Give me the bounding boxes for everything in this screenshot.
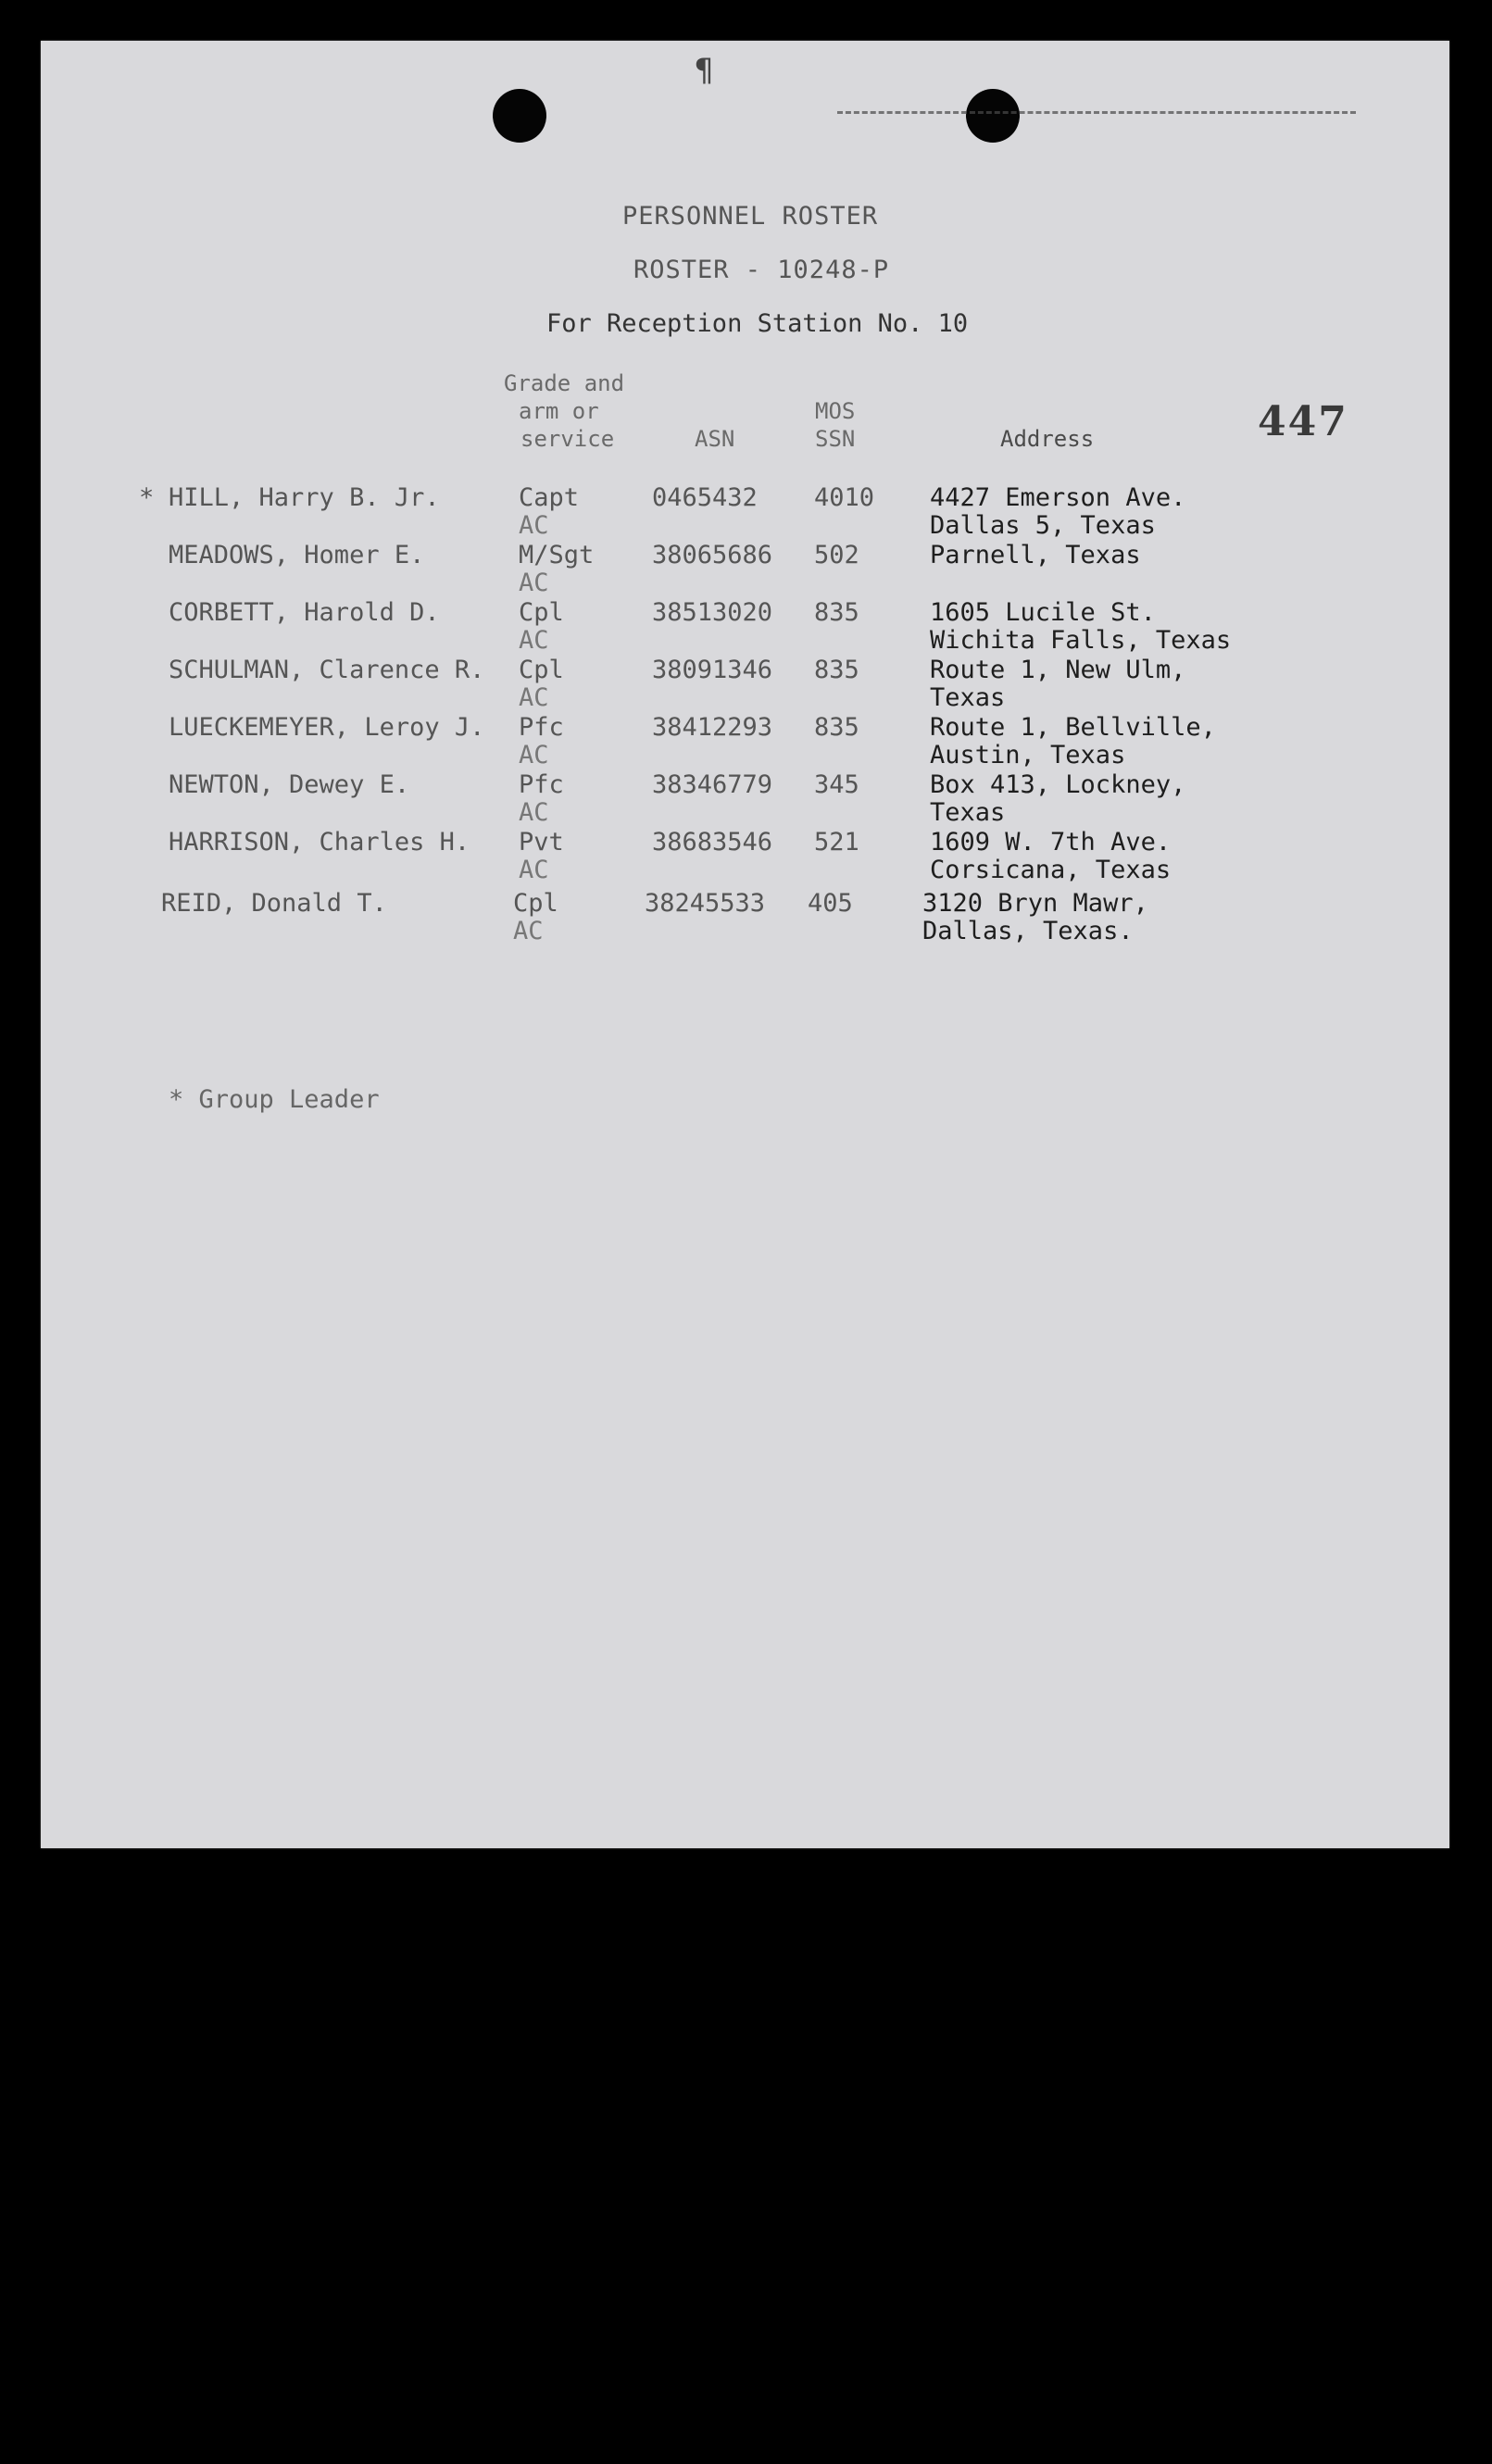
column-header-address: Address <box>1000 426 1095 452</box>
row-mos: 835 <box>814 598 859 627</box>
column-header-grade-2: arm or <box>519 398 599 424</box>
row-name: LUECKEMEYER, Leroy J. <box>169 713 485 742</box>
table-row <box>41 713 1449 769</box>
row-address-line2: Wichita Falls, Texas <box>930 626 1232 655</box>
row-grade: Pfc <box>519 770 564 799</box>
row-address-line2: Corsicana, Texas <box>930 856 1172 884</box>
row-name: NEWTON, Dewey E. <box>169 770 410 799</box>
group-leader-marker: * <box>139 483 155 512</box>
row-grade: Capt <box>519 483 580 512</box>
document-subtitle: For Reception Station No. 10 <box>546 309 969 338</box>
row-address-line1: Parnell, Texas <box>930 541 1141 569</box>
row-name: MEADOWS, Homer E. <box>169 541 425 569</box>
row-name: SCHULMAN, Clarence R. <box>169 656 485 684</box>
row-arm: AC <box>519 511 549 540</box>
table-row <box>41 828 1449 883</box>
column-header-mos-2: SSN <box>815 426 856 452</box>
table-row <box>41 541 1449 596</box>
row-address-line2: Dallas 5, Texas <box>930 511 1156 540</box>
table-row <box>41 770 1449 826</box>
table-row <box>41 889 1449 944</box>
table-row <box>41 483 1449 539</box>
row-address-line1: Route 1, New Ulm, <box>930 656 1186 684</box>
row-asn: 38346779 <box>652 770 773 799</box>
row-address-line2: Dallas, Texas. <box>922 917 1134 945</box>
roster-page <box>41 41 1449 1848</box>
row-asn: 38065686 <box>652 541 773 569</box>
row-arm: AC <box>519 626 549 655</box>
roster-number: ROSTER - 10248-P <box>633 256 890 284</box>
footnote-group-leader: * Group Leader <box>169 1085 380 1114</box>
row-address-line1: 1609 W. 7th Ave. <box>930 828 1172 857</box>
column-header-mos-1: MOS <box>815 398 856 424</box>
row-name: HILL, Harry B. Jr. <box>169 483 440 512</box>
row-arm: AC <box>519 741 549 769</box>
row-arm: AC <box>519 856 549 884</box>
row-mos: 4010 <box>814 483 875 512</box>
row-asn: 38513020 <box>652 598 773 627</box>
top-scratch-mark <box>837 111 1356 123</box>
column-header-grade-1: Grade and <box>504 370 625 396</box>
row-address-line1: 3120 Bryn Mawr, <box>922 889 1148 918</box>
row-grade: Cpl <box>513 889 558 918</box>
row-address-line1: 4427 Emerson Ave. <box>930 483 1186 512</box>
table-row <box>41 598 1449 654</box>
row-grade: Cpl <box>519 598 564 627</box>
row-mos: 502 <box>814 541 859 569</box>
punch-hole-left <box>493 89 546 143</box>
table-row <box>41 656 1449 711</box>
row-grade: Pfc <box>519 713 564 742</box>
row-address-line2: Austin, Texas <box>930 741 1126 769</box>
row-name: CORBETT, Harold D. <box>169 598 440 627</box>
document-title: PERSONNEL ROSTER <box>622 202 879 231</box>
row-asn: 0465432 <box>652 483 758 512</box>
row-grade: M/Sgt <box>519 541 595 569</box>
row-address-line1: 1605 Lucile St. <box>930 598 1156 627</box>
top-mark-glyph: ¶ <box>695 52 714 89</box>
row-asn: 38245533 <box>645 889 766 918</box>
column-header-grade-3: service <box>520 426 615 452</box>
row-address-line1: Route 1, Bellville, <box>930 713 1216 742</box>
row-asn: 38412293 <box>652 713 773 742</box>
row-mos: 835 <box>814 713 859 742</box>
row-name: HARRISON, Charles H. <box>169 828 470 857</box>
page-number: 447 <box>1258 398 1348 445</box>
row-arm: AC <box>519 569 549 597</box>
row-arm: AC <box>519 798 549 827</box>
row-name: REID, Donald T. <box>161 889 387 918</box>
row-asn: 38091346 <box>652 656 773 684</box>
row-address-line2: Texas <box>930 683 1006 712</box>
row-mos: 521 <box>814 828 859 857</box>
row-arm: AC <box>519 683 549 712</box>
row-address-line2: Texas <box>930 798 1006 827</box>
row-mos: 345 <box>814 770 859 799</box>
row-asn: 38683546 <box>652 828 773 857</box>
row-grade: Pvt <box>519 828 564 857</box>
row-arm: AC <box>513 917 544 945</box>
row-grade: Cpl <box>519 656 564 684</box>
column-header-asn: ASN <box>695 426 735 452</box>
row-address-line1: Box 413, Lockney, <box>930 770 1186 799</box>
row-mos: 835 <box>814 656 859 684</box>
row-mos: 405 <box>808 889 853 918</box>
